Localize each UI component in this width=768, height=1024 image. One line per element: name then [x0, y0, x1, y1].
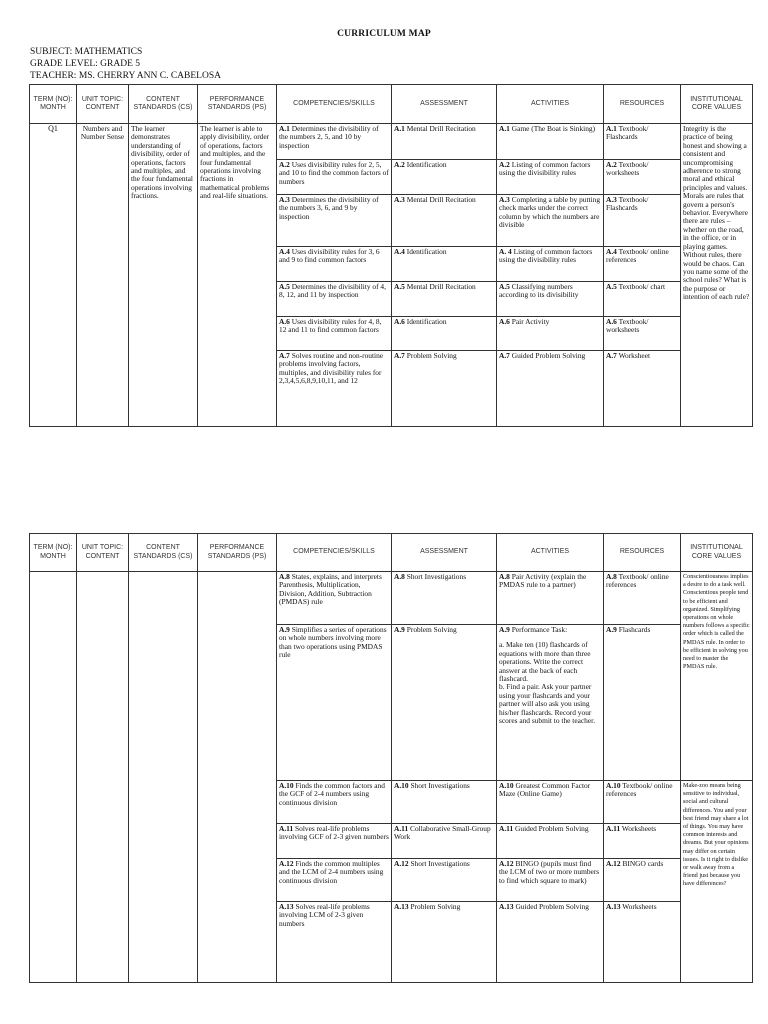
unit-cell: Numbers and Number Sense	[77, 124, 129, 427]
activity-cell: A.11 Guided Problem Solving	[497, 824, 604, 859]
resource-cell: A.9 Flashcards	[604, 625, 681, 781]
resource-cell: A.10 Textbook/ online references	[604, 781, 681, 824]
assessment-cell: A.13 Problem Solving	[392, 902, 497, 983]
assessment-cell: A.11 Collaborative Small-Group Work	[392, 824, 497, 859]
unit-cell	[77, 572, 129, 983]
curriculum-table-1	[29, 84, 753, 427]
activity-cell: A.6 Pair Activity	[497, 317, 604, 351]
competency-cell: A.10 Finds the common factors and the GCF of 2-4 numbers using continuous division	[277, 781, 392, 824]
competency-cell: A.11 Solves real-life problems involving GCF of 2-3 given numbers	[277, 824, 392, 859]
assessment-cell: A.7 Problem Solving	[392, 351, 497, 427]
activity-cell: A.7 Guided Problem Solving	[497, 351, 604, 427]
competency-cell: A.6 Uses divisibility rules for 4, 8, 12 and 11 to find common factors	[277, 317, 392, 351]
header-cs: CONTENT STANDARDS (CS)	[129, 85, 198, 124]
term-cell	[30, 572, 77, 983]
assessment-cell: A.1 Mental Drill Recitation	[392, 124, 497, 160]
header-core-values: INSTITUTIONAL CORE VALUES	[681, 85, 753, 124]
activity-cell: A.2 Listing of common factors using the divisibility rules	[497, 160, 604, 195]
activity-cell: A.13 Guided Problem Solving	[497, 902, 604, 983]
resource-cell: A.8 Textbook/ online references	[604, 572, 681, 625]
assessment-cell: A.12 Short Investigations	[392, 859, 497, 902]
table-header-row	[30, 85, 753, 124]
header-competencies: COMPETENCIES/SKILLS	[277, 85, 392, 124]
resource-cell: A.7 Worksheet	[604, 351, 681, 427]
competency-cell: A.12 Finds the common multiples and the LCM of 2-4 numbers using continuous division	[277, 859, 392, 902]
competency-cell: A.2 Uses divisibility rules for 2, 5, and 10 to find the common factors of numbers	[277, 160, 392, 195]
core-values-cell: Integrity is the practice of being honest and showing a consistent and uncompromising adherence to strong moral and ethical principles and values. Morals are rules that govern a person's behavior. Everywhere there are rules – whether on the road, in the office, or in playing games. Without rules, there would be chaos. Can you name some of the school rules? What is the purpose or intention of each rule?	[681, 124, 753, 427]
grade-line: GRADE LEVEL: GRADE 5	[30, 59, 141, 69]
page-title: CURRICULUM MAP	[337, 29, 431, 39]
table-header-row	[30, 534, 753, 572]
activity-cell: A.8 Pair Activity (explain the PMDAS rule to a partner)	[497, 572, 604, 625]
competency-cell: A.1 Determines the divisibility of the numbers 2, 5, and 10 by inspection	[277, 124, 392, 160]
competency-cell: A.9 Simplifies a series of operations on whole numbers involving more than two operations using PMDAS rule	[277, 625, 392, 781]
assessment-cell: A.8 Short Investigations	[392, 572, 497, 625]
header-ps: PERFORMANCE STANDARDS (PS)	[198, 85, 277, 124]
header-term: TERM (NO): MONTH	[30, 85, 77, 124]
curriculum-table-2	[29, 533, 753, 983]
header-assessment: ASSESSMENT	[392, 85, 497, 124]
assessment-cell: A.4 Identification	[392, 247, 497, 282]
content-standard-cell: The learner demonstrates understanding of divisibility, order of operations, factors and multiples, and the four fundamental operations involving fractions.	[129, 124, 198, 427]
activity-cell: A.5 Classifying numbers according to its divisibility	[497, 282, 604, 317]
header-term: TERM (NO): MONTH	[30, 534, 77, 572]
competency-cell: A.13 Solves real-life problems involving LCM of 2-3 given numbers	[277, 902, 392, 983]
header-ps: PERFORMANCE STANDARDS (PS)	[198, 534, 277, 572]
teacher-line: TEACHER: MS. CHERRY ANN C. CABELOSA	[30, 71, 221, 81]
assessment-cell: A.5 Mental Drill Recitation	[392, 282, 497, 317]
activity-cell: A.10 Greatest Common Factor Maze (Online Game)	[497, 781, 604, 824]
competency-cell: A.3 Determines the divisibility of the numbers 3, 6, and 9 by inspection	[277, 195, 392, 247]
assessment-cell: A.2 Identification	[392, 160, 497, 195]
header-unit: UNIT TOPIC: CONTENT	[77, 534, 129, 572]
header-resources: RESOURCES	[604, 85, 681, 124]
resource-cell: A.2 Textbook/ worksheets	[604, 160, 681, 195]
header-cs: CONTENT STANDARDS (CS)	[129, 534, 198, 572]
resource-cell: A.11 Worksheets	[604, 824, 681, 859]
activity-step-b: b. Find a pair. Ask your partner using your flashcards and your partner will also ask you using his/her flashcards. Record your scores and submit to the teacher.	[499, 682, 596, 726]
table-row	[30, 572, 753, 625]
assessment-cell: A.6 Identification	[392, 317, 497, 351]
content-standard-cell	[129, 572, 198, 983]
header-competencies: COMPETENCIES/SKILLS	[277, 534, 392, 572]
header-assessment: ASSESSMENT	[392, 534, 497, 572]
resource-cell: A.13 Worksheets	[604, 902, 681, 983]
activity-cell: A.1 Game (The Boat is Sinking)	[497, 124, 604, 160]
header-unit: UNIT TOPIC: CONTENT	[77, 85, 129, 124]
resource-cell: A.4 Textbook/ online references	[604, 247, 681, 282]
activity-cell: A.12 BINGO (pupils must find the LCM of two or more numbers to find which square to mark)	[497, 859, 604, 902]
core-values-cell: Conscientiousness implies a desire to do a task well. Conscientious people tend to be efficient and organized. Simplifying operations on whole numbers follows a specific order which is called the PMDAS rule. In order to be efficient in solving you need to master the PMDAS rule.	[681, 572, 753, 781]
table-row	[30, 124, 753, 160]
resource-cell: A.12 BINGO cards	[604, 859, 681, 902]
header-activities: ACTIVITIES	[497, 534, 604, 572]
subject-line: SUBJECT: MATHEMATICS	[30, 47, 143, 57]
header-resources: RESOURCES	[604, 534, 681, 572]
resource-cell: A.3 Textbook/ Flashcards	[604, 195, 681, 247]
competency-cell: A.4 Uses divisibility rules for 3, 6 and 9 to find common factors	[277, 247, 392, 282]
performance-standard-cell: The learner is able to apply divisibility, order of operations, factors and multiples, and the four fundamental operations involving fractions in mathematical problems and real-life situations.	[198, 124, 277, 427]
competency-cell: A.5 Determines the divisibility of 4, 8, 12, and 11 by inspection	[277, 282, 392, 317]
resource-cell: A.1 Textbook/ Flashcards	[604, 124, 681, 160]
term-cell: Q1	[30, 124, 77, 427]
core-values-cell: Make-zoo means being sensitive to individual, social and cultural differences. You and your best friend may share a lot of things. You may have common interests and dreams. But your opinions may differ on certain issues. Is it right to dislike or walk away from a friend just because you have differences?	[681, 781, 753, 983]
activity-cell: A.9 Performance Task: a. Make ten (10) flashcards of equations with more than three operations. Write the correct answer at the back of each flashcard. b. Find a pair. Ask your partner using your flashcards and your partner will also ask you using his/her flashcards. Record your scores and submit to the teacher.	[497, 625, 604, 781]
resource-cell: A.6 Textbook/ worksheets	[604, 317, 681, 351]
assessment-cell: A.10 Short Investigations	[392, 781, 497, 824]
activity-step-a: a. Make ten (10) flashcards of equations with more than three operations. Write the correct answer at the back of each flashcard.	[499, 640, 591, 684]
assessment-cell: A.3 Mental Drill Recitation	[392, 195, 497, 247]
assessment-cell: A.9 Problem Solving	[392, 625, 497, 781]
resource-cell: A.5 Textbook/ chart	[604, 282, 681, 317]
header-core-values: INSTITUTIONAL CORE VALUES	[681, 534, 753, 572]
competency-cell: A.8 States, explains, and interprets Parenthesis, Multiplication, Division, Addition, Subtraction (PMDAS) rule	[277, 572, 392, 625]
activity-cell: A. 4 Listing of common factors using the divisibility rules	[497, 247, 604, 282]
activity-cell: A.3 Completing a table by putting check marks under the correct column by which the numbers are divisible	[497, 195, 604, 247]
header-activities: ACTIVITIES	[497, 85, 604, 124]
competency-cell: A.7 Solves routine and non-routine problems involving factors, multiples, and divisibility rules for 2,3,4,5,6,8,9,10,11, and 12	[277, 351, 392, 427]
performance-standard-cell	[198, 572, 277, 983]
